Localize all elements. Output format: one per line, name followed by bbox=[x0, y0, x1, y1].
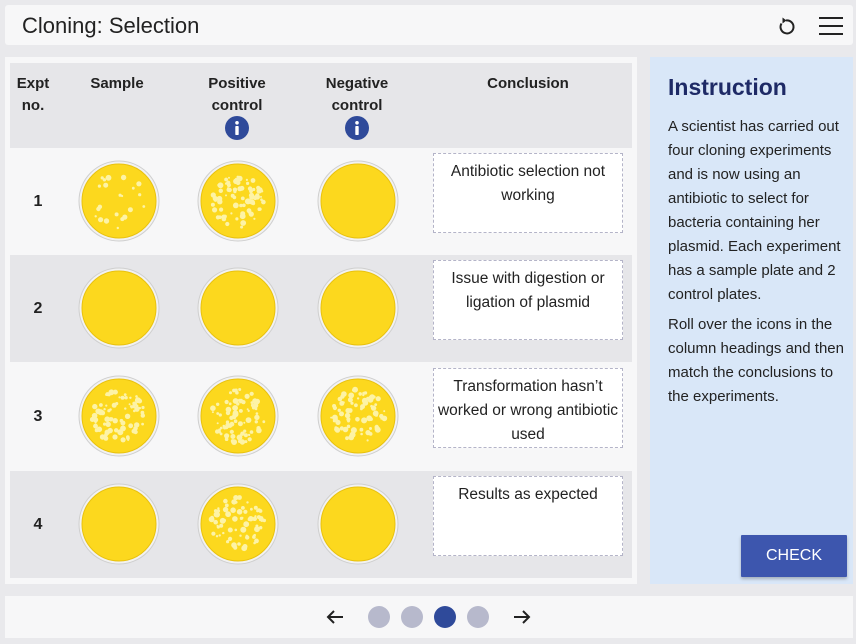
petri-dish bbox=[78, 160, 160, 242]
bacterial-colony bbox=[118, 396, 120, 398]
bacterial-colony bbox=[369, 432, 373, 436]
bacterial-colony bbox=[105, 405, 107, 407]
bacterial-colony bbox=[253, 218, 255, 220]
bacterial-colony bbox=[225, 504, 229, 508]
bacterial-colony bbox=[228, 188, 232, 192]
bacterial-colony bbox=[246, 501, 248, 503]
bacterial-colony bbox=[248, 410, 250, 412]
bacterial-colony bbox=[348, 435, 354, 441]
arrow-left-icon[interactable] bbox=[323, 605, 347, 629]
conclusion-card[interactable]: Results as expected bbox=[433, 476, 623, 556]
bacterial-colony bbox=[103, 408, 105, 410]
bacterial-colony bbox=[250, 508, 253, 511]
bacterial-colony bbox=[98, 217, 103, 222]
bacterial-colony bbox=[233, 398, 239, 404]
bacterial-colony bbox=[214, 199, 217, 202]
bacterial-colony bbox=[226, 420, 229, 423]
bacterial-colony bbox=[375, 425, 379, 429]
petri-dish bbox=[317, 375, 399, 457]
bacterial-colony bbox=[216, 215, 220, 219]
bacterial-colony bbox=[250, 200, 255, 205]
bacterial-colony bbox=[95, 215, 97, 217]
bacterial-colony bbox=[252, 535, 256, 539]
table-row bbox=[10, 471, 632, 578]
bacterial-colony bbox=[369, 427, 372, 430]
bacterial-colony bbox=[225, 400, 229, 404]
bacterial-colony bbox=[121, 195, 123, 197]
bacterial-colony bbox=[233, 203, 239, 209]
bacterial-colony bbox=[249, 437, 251, 439]
bacterial-colony bbox=[232, 516, 238, 522]
bacterial-colony bbox=[361, 417, 367, 423]
bacterial-colony bbox=[225, 511, 231, 517]
bacterial-colony bbox=[234, 419, 238, 423]
bacterial-colony bbox=[237, 186, 242, 191]
hamburger-menu-icon[interactable] bbox=[818, 15, 844, 37]
petri-dish bbox=[197, 483, 279, 565]
table-row bbox=[10, 255, 632, 362]
bacterial-colony bbox=[219, 208, 223, 212]
bacterial-colony bbox=[104, 218, 109, 223]
page-dot[interactable] bbox=[467, 606, 489, 628]
bacterial-colony bbox=[220, 518, 226, 524]
bacterial-colony bbox=[129, 403, 131, 405]
bacterial-colony bbox=[103, 178, 106, 181]
petri-dish bbox=[78, 483, 160, 565]
bacterial-colony bbox=[92, 404, 97, 409]
petri-dish bbox=[317, 267, 399, 349]
bacterial-colony bbox=[259, 208, 262, 211]
bacterial-colony bbox=[246, 535, 248, 537]
bacterial-colony bbox=[211, 532, 215, 536]
bacterial-colony bbox=[338, 397, 343, 402]
bacterial-colony bbox=[233, 495, 238, 500]
bacterial-colony bbox=[231, 439, 235, 443]
bacterial-colony bbox=[351, 427, 357, 433]
bacterial-colony bbox=[106, 392, 110, 396]
expt-number: 4 bbox=[33, 516, 43, 533]
bacterial-colony bbox=[233, 411, 239, 417]
bacterial-colony bbox=[133, 410, 136, 413]
bacterial-colony bbox=[233, 196, 237, 200]
bacterial-colony bbox=[239, 535, 241, 537]
bacterial-colony bbox=[249, 212, 254, 217]
bacterial-colony bbox=[224, 178, 228, 182]
bacterial-colony bbox=[243, 521, 249, 527]
bacterial-colony bbox=[259, 517, 263, 521]
bacterial-colony bbox=[124, 396, 127, 399]
bacterial-colony bbox=[335, 420, 340, 425]
bacterial-colony bbox=[235, 529, 238, 532]
instruction-panel bbox=[650, 57, 853, 584]
page-dot[interactable] bbox=[401, 606, 423, 628]
pagination-bar bbox=[5, 596, 853, 638]
bacterial-colony bbox=[108, 428, 113, 433]
bacterial-colony bbox=[254, 506, 258, 510]
bacterial-colony bbox=[238, 388, 241, 391]
bacterial-colony bbox=[216, 403, 219, 406]
bacterial-colony bbox=[248, 186, 252, 190]
bacterial-colony bbox=[127, 439, 129, 441]
expt-number: 3 bbox=[33, 408, 43, 425]
bacterial-colony bbox=[222, 532, 224, 534]
page-title: Cloning: Selection bbox=[22, 13, 200, 38]
petri-dish bbox=[78, 375, 160, 457]
bacterial-colony bbox=[135, 397, 141, 403]
bacterial-colony bbox=[232, 405, 238, 411]
bacterial-colony bbox=[216, 412, 219, 415]
bacterial-colony bbox=[124, 393, 127, 396]
bacterial-colony bbox=[246, 417, 252, 423]
bacterial-colony bbox=[239, 204, 243, 208]
bacterial-colony bbox=[240, 527, 246, 533]
petri-dish bbox=[197, 160, 279, 242]
bacterial-colony bbox=[338, 409, 341, 412]
bacterial-colony bbox=[212, 411, 214, 413]
bacterial-colony bbox=[240, 433, 242, 435]
bacterial-colony bbox=[348, 393, 354, 399]
petri-dish bbox=[197, 267, 279, 349]
bacterial-colony bbox=[243, 510, 247, 514]
bacterial-colony bbox=[120, 426, 126, 432]
bacterial-colony bbox=[218, 431, 221, 434]
bacterial-colony bbox=[112, 403, 117, 408]
bacterial-colony bbox=[230, 434, 235, 439]
bacterial-colony bbox=[228, 177, 230, 179]
bacterial-colony bbox=[219, 413, 222, 416]
page-dot[interactable] bbox=[368, 606, 390, 628]
bacterial-colony bbox=[223, 425, 226, 428]
bacterial-colony bbox=[333, 406, 337, 410]
bacterial-colony bbox=[375, 414, 378, 417]
bacterial-colony bbox=[134, 422, 139, 427]
bacterial-colony bbox=[256, 426, 260, 430]
bacterial-colony bbox=[243, 430, 246, 433]
bacterial-colony bbox=[239, 409, 243, 413]
bacterial-colony bbox=[345, 408, 350, 413]
bacterial-colony bbox=[233, 546, 237, 550]
bacterial-colony bbox=[125, 414, 130, 419]
bacterial-colony bbox=[141, 423, 144, 426]
bacterial-colony bbox=[124, 407, 126, 409]
bacterial-colony bbox=[209, 516, 215, 522]
bacterial-colony bbox=[254, 515, 256, 517]
bacterial-colony bbox=[237, 509, 243, 515]
bacterial-colony bbox=[350, 402, 353, 405]
bacterial-colony bbox=[132, 187, 135, 190]
page-dot-active[interactable] bbox=[434, 606, 456, 628]
bacterial-colony bbox=[254, 415, 259, 420]
bacterial-colony bbox=[216, 535, 218, 537]
bacterial-colony bbox=[96, 207, 100, 211]
bacterial-colony bbox=[229, 402, 232, 405]
bacterial-colony bbox=[243, 544, 248, 549]
check-button[interactable]: CHECK bbox=[741, 535, 847, 577]
header-positive-control: Positive control bbox=[208, 75, 266, 114]
conclusion-card[interactable]: Transformation hasn’t worked or wrong antibiotic used bbox=[433, 368, 623, 448]
reset-icon[interactable] bbox=[774, 15, 798, 39]
bacterial-colony bbox=[121, 396, 125, 400]
bacterial-colony bbox=[352, 389, 355, 392]
bacterial-colony bbox=[376, 396, 381, 401]
bacterial-colony bbox=[345, 413, 350, 418]
bacterial-colony bbox=[347, 420, 350, 423]
expt-number: 1 bbox=[33, 193, 43, 210]
bacterial-colony bbox=[236, 392, 238, 394]
bacterial-colony bbox=[225, 437, 229, 441]
expt-number: 2 bbox=[33, 300, 43, 317]
bacterial-colony bbox=[241, 506, 245, 510]
bacterial-colony bbox=[217, 422, 219, 424]
bacterial-colony bbox=[240, 220, 246, 226]
bacterial-colony bbox=[95, 421, 97, 423]
bacterial-colony bbox=[113, 418, 118, 423]
bacterial-colony bbox=[340, 402, 343, 405]
bacterial-colony bbox=[366, 415, 372, 421]
bacterial-colony bbox=[360, 433, 363, 436]
bacterial-colony bbox=[250, 392, 254, 396]
bacterial-colony bbox=[233, 190, 236, 193]
bacterial-colony bbox=[228, 528, 233, 533]
bacterial-colony bbox=[255, 420, 258, 423]
bacterial-colony bbox=[345, 428, 348, 431]
conclusion-card[interactable]: Antibiotic selection not working bbox=[433, 153, 623, 233]
bacterial-colony bbox=[374, 403, 377, 406]
bacterial-colony bbox=[95, 428, 99, 432]
bacterial-colony bbox=[257, 187, 263, 193]
bacterial-colony bbox=[225, 222, 229, 226]
bacterial-colony bbox=[141, 406, 144, 409]
bacterial-colony bbox=[121, 175, 126, 180]
bacterial-colony bbox=[237, 542, 241, 546]
bacterial-colony bbox=[334, 427, 339, 432]
instruction-paragraph: A scientist has carried out four cloning experiments and is now using an antibiotic to select for bacteria containing her plasmid. Each experiment has a sample plate and 2 control plates. bbox=[668, 118, 841, 303]
bacterial-colony bbox=[252, 188, 255, 191]
bacterial-colony bbox=[226, 407, 232, 413]
bacterial-colony bbox=[142, 205, 145, 208]
header-negative-control: Negative control bbox=[325, 75, 389, 114]
bacterial-colony bbox=[257, 508, 261, 512]
bacterial-colony bbox=[217, 525, 220, 528]
bacterial-colony bbox=[227, 540, 229, 542]
petri-dish bbox=[197, 375, 279, 457]
bacterial-colony bbox=[253, 542, 256, 545]
bacterial-colony bbox=[242, 216, 244, 218]
bacterial-colony bbox=[100, 434, 105, 439]
bacterial-colony bbox=[132, 402, 136, 406]
instruction-title: Instruction bbox=[668, 74, 787, 100]
bacterial-colony bbox=[248, 434, 250, 436]
bacterial-colony bbox=[211, 192, 216, 197]
bacterial-colony bbox=[136, 181, 141, 186]
positive-control-info-icon[interactable] bbox=[225, 116, 249, 140]
bacterial-colony bbox=[255, 525, 258, 528]
bacterial-colony bbox=[383, 410, 385, 412]
bacterial-colony bbox=[135, 395, 138, 398]
bacterial-colony bbox=[238, 421, 243, 426]
bacterial-colony bbox=[107, 409, 110, 412]
arrow-right-icon[interactable] bbox=[510, 605, 534, 629]
bacterial-colony bbox=[128, 207, 133, 212]
bacterial-colony bbox=[256, 412, 259, 415]
bacterial-colony bbox=[120, 217, 124, 221]
bacterial-colony bbox=[141, 411, 145, 415]
petri-dish bbox=[78, 267, 160, 349]
bacterial-colony bbox=[214, 512, 219, 517]
bacterial-colony bbox=[354, 403, 358, 407]
bacterial-colony bbox=[230, 212, 232, 214]
bacterial-colony bbox=[362, 392, 365, 395]
bacterial-colony bbox=[232, 500, 236, 504]
bacterial-colony bbox=[103, 183, 108, 188]
bacterial-colony bbox=[113, 390, 118, 395]
bacterial-colony bbox=[254, 517, 256, 519]
bacterial-colony bbox=[347, 425, 351, 429]
bacterial-colony bbox=[339, 411, 344, 416]
bacterial-colony bbox=[128, 423, 133, 428]
bacterial-colony bbox=[246, 179, 248, 181]
header-conclusion: Conclusion bbox=[487, 75, 569, 92]
instruction-paragraph: Roll over the icons in the column headings and then match the conclusions to the experiments. bbox=[668, 316, 844, 405]
bacterial-colony bbox=[245, 394, 250, 399]
bacterial-colony bbox=[130, 405, 133, 408]
bacterial-colony bbox=[240, 517, 243, 520]
bacterial-colony bbox=[229, 391, 232, 394]
bacterial-colony bbox=[106, 422, 111, 427]
bacterial-colony bbox=[229, 416, 233, 420]
bacterial-colony bbox=[241, 197, 245, 201]
bacterial-colony bbox=[362, 398, 368, 404]
bacterial-colony bbox=[106, 175, 112, 181]
bacterial-colony bbox=[218, 182, 224, 188]
bacterial-colony bbox=[117, 227, 119, 229]
bacterial-colony bbox=[230, 430, 234, 434]
petri-dish bbox=[317, 160, 399, 242]
bacterial-colony bbox=[112, 434, 117, 439]
bacterial-colony bbox=[138, 193, 141, 196]
bacterial-colony bbox=[211, 203, 215, 207]
bacterial-colony bbox=[262, 420, 265, 423]
bacterial-colony bbox=[230, 422, 235, 427]
instruction-text bbox=[668, 115, 848, 415]
bacterial-colony bbox=[115, 212, 119, 216]
bacterial-colony bbox=[239, 399, 244, 404]
bacterial-colony bbox=[248, 516, 253, 521]
table-header bbox=[10, 63, 632, 148]
bacterial-colony bbox=[240, 226, 243, 229]
bacterial-colony bbox=[235, 178, 238, 181]
header-expt-no: Expt no. bbox=[16, 75, 50, 114]
bacterial-colony bbox=[382, 416, 388, 422]
bacterial-colony bbox=[223, 499, 228, 504]
bacterial-colony bbox=[235, 217, 238, 220]
bacterial-colony bbox=[132, 429, 137, 434]
bacterial-colony bbox=[217, 199, 222, 204]
bacterial-colony bbox=[219, 534, 221, 536]
bacterial-colony bbox=[254, 399, 260, 405]
bacterial-colony bbox=[212, 207, 217, 212]
bacterial-colony bbox=[360, 428, 364, 432]
bacterial-colony bbox=[246, 182, 249, 185]
bacterial-colony bbox=[121, 437, 126, 442]
bacterial-colony bbox=[345, 436, 349, 440]
petri-dish bbox=[317, 483, 399, 565]
bacterial-colony bbox=[120, 419, 124, 423]
bacterial-colony bbox=[98, 185, 101, 188]
bacterial-colony bbox=[232, 389, 236, 393]
bacterial-colony bbox=[330, 417, 332, 419]
bacterial-colony bbox=[90, 417, 95, 422]
table-row bbox=[10, 148, 632, 255]
bacterial-colony bbox=[221, 215, 226, 220]
bacterial-colony bbox=[230, 507, 236, 513]
bacterial-colony bbox=[260, 198, 263, 201]
bacterial-colony bbox=[358, 392, 362, 396]
experiment-table bbox=[5, 57, 637, 584]
bacterial-colony bbox=[340, 426, 344, 430]
bacterial-colony bbox=[225, 194, 227, 196]
bacterial-colony bbox=[259, 526, 262, 529]
table-row bbox=[10, 363, 632, 470]
bacterial-colony bbox=[95, 409, 99, 413]
bacterial-colony bbox=[244, 433, 248, 437]
bacterial-colony bbox=[219, 189, 223, 193]
bacterial-colony bbox=[370, 405, 373, 408]
bacterial-colony bbox=[210, 405, 216, 411]
bacterial-colony bbox=[367, 439, 369, 441]
header-bar bbox=[5, 5, 853, 45]
bacterial-colony bbox=[250, 430, 254, 434]
bacterial-colony bbox=[357, 397, 359, 399]
bacterial-colony bbox=[255, 193, 259, 197]
bacterial-colony bbox=[99, 403, 103, 407]
bacterial-colony bbox=[371, 398, 373, 400]
bacterial-colony bbox=[251, 178, 256, 183]
bacterial-colony bbox=[251, 517, 253, 519]
header-sample: Sample bbox=[90, 75, 144, 92]
negative-control-info-icon[interactable] bbox=[345, 116, 369, 140]
bacterial-colony bbox=[129, 397, 131, 399]
bacterial-colony bbox=[243, 422, 245, 424]
bacterial-colony bbox=[109, 417, 113, 421]
bacterial-colony bbox=[260, 196, 262, 198]
conclusion-card[interactable]: Issue with digestion or ligation of plasmid bbox=[433, 260, 623, 340]
bacterial-colony bbox=[139, 407, 141, 409]
bacterial-colony bbox=[240, 211, 245, 216]
bacterial-colony bbox=[355, 417, 360, 422]
bacterial-colony bbox=[249, 193, 254, 198]
